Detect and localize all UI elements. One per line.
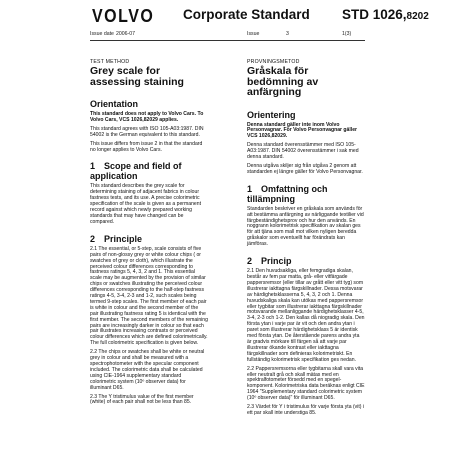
section-number: 1 [247, 183, 253, 194]
test-method-label: TEST METHOD [90, 59, 130, 65]
page-number: 1(3) [342, 31, 352, 37]
section-heading [247, 184, 365, 204]
section-heading [90, 234, 208, 244]
section-title: Scope and field of application [90, 161, 182, 182]
orientation-paragraph: This issue differs from issue 2 in that the standard no longer applies to Volvo Cars. [90, 140, 203, 153]
section-paragraph: 2.1 Den huvudsakliga, eller femgradiga skalan, består av fem par matta, grå- eller vitfärgade pappersremsor (eller tillar av grått eller vitt tyg) som illustrerar iakttagna färgskillnader. Dessa motsvarar av härdighetsklasserna 5, 4, 3, 2 och 1. Denna huvudskaliga skala kan utökas med pappersremsor eller tygbitar som illustrerar iakttagna färgskillnader motsvarande mellanliggande härdighetsklasser 4-5, 3-4, 2-3 och 1-2. Den kallas då niogradig skala. Den första ytan i varje par är vit och den andra ytan i paret som illustrerar härdighetsklass 5 är identisk med första ytan. De återstående parens andra yta är gradvis mörkare till färgen så att varje par illustrerar ökande kontrast eller iakttagna färgskillnader som definieras kolorimetriskt. En fullständig kolorimetrisk specifikation ges nedan. [247, 268, 365, 363]
section-paragraph: Standarden beskriver en gråskala som används för att bestämma anfärgning av närliggande textilier vid färgbeständighetsprov och hur den används. En noggrann kolorimetrisk specifikation av skalan ges för att tjäna som mall mot vilken nyligen beredda gråskalor som eventuellt har förändrats kan jämföras. [247, 205, 364, 248]
issue-date-value: 2006-07 [116, 31, 136, 37]
orientation-paragraph: Denna utgåva skiljer sig från utgåva 2 genom att standarden ej längre gäller för Volvo Personvagnar. [247, 162, 363, 175]
standard-number [342, 7, 429, 22]
orientation-notice: This standard does not apply to Volvo Cars. To Volvo Cars, VCS 1026,82029 applies. [90, 111, 204, 123]
orientation-paragraph: Denna standard överensstämmer med ISO 105-A03:1987. DIN 54002 överensstämmer i sak med denna standard. [247, 142, 359, 161]
section-heading [247, 256, 365, 266]
volvo-logo: VOLVO [92, 7, 155, 27]
document-title: Gråskala för bedömning av anfärgning [247, 65, 319, 98]
section-number: 2 [90, 233, 96, 244]
orientation-heading: Orientering [247, 109, 296, 120]
test-method-label: PROVNINGSMETOD [247, 59, 300, 65]
section-paragraph: 2.2 The chips or swatches shall be white or neutral grey in colour and shall be measured with a spectrophotometer with the specular component included. The colorimetric data shall be calculated using CIE-1964 supplementary standard colorimetric system (10º observer data) for illuminant D65. [90, 349, 205, 391]
section-heading [90, 161, 208, 181]
section-number: 2 [247, 256, 253, 267]
section-number: 1 [90, 161, 96, 172]
section-title: Principle [104, 233, 143, 244]
corporate-standard-label: Corporate Standard [183, 7, 310, 22]
issue-label: Issue [247, 31, 260, 37]
section-paragraph: 2.3 The Y tristimulus value of the first member (white) of each pair shall not be less than 85. [90, 393, 194, 406]
english-column [90, 59, 208, 409]
orientation-paragraph: This standard agrees with ISO 105-A03:1987. DIN 54002 is the German equivalent to this standard. [90, 125, 204, 138]
section-title: Princip [261, 256, 292, 267]
section-paragraph: 2.3 Värdet för Y i tristimulus för varje första yta (vit) i ett par skall inte understiga 85. [247, 404, 365, 416]
header-divider [90, 40, 365, 41]
section-paragraph: 2.2 Pappersremsorna eller tygbitarna skall vara vita eller neutralt grå och skall mätas med en spektralfotometer försedd med en spegel-komponent. Kolorimetriska data beräknas enligt CIE 1964 "Supplementary standard colorimetric system (10º observer data)" för illuminant D65. [247, 365, 365, 402]
swedish-column [247, 59, 365, 420]
issue-date-label: Issue date [90, 31, 114, 37]
section-paragraph: 2.1 The essential, or 5-step, scale consists of five pairs of non-glossy grey or white colour chips ( or swatches of grey or cloth), which illustrate the perceived colour differences corresponding to fastness ratings 5, 4, 3, 2 and 1. This essential scale may be augmented by the provision of similar chips or swatches illustrating the perceived colour differences corresponding to the half-step fastness ratings 4-5, 3-4, 2-3 and 1-2, such scales being termed 9-step scales. The first member of each pair is white in colour and the second member of the pair illustrating fastness rating 5 is identical with the first member. The second members of the remaining pairs are increasingly darker in colour so that each pair illustrates increasing contrasts or perceived colour differences which are defined colorimetrically. The full colorimetric specification is given below. [90, 245, 208, 347]
document-title: Grey scale for assessing staining [90, 65, 184, 88]
std-number-main: STD 1026, [342, 7, 407, 22]
issue-number: 3 [286, 31, 289, 37]
section-paragraph: This standard describes the grey scale for determining staining of adjacent fabrics in colour fastness tests, and its use. A precise colorimetric specification of the scale is given as a permanent record against which newly prepared working standards that may have changed can be compared. [90, 183, 201, 225]
section-title: Omfattning och tillämpning [247, 183, 328, 204]
std-number-version: 8202 [406, 11, 429, 22]
orientation-notice: Denna standard gäller inte inom Volvo Personvagnar. För Volvo Personvagnar gäller VCS 1026,82029. [247, 121, 358, 140]
orientation-heading: Orientation [90, 99, 139, 109]
